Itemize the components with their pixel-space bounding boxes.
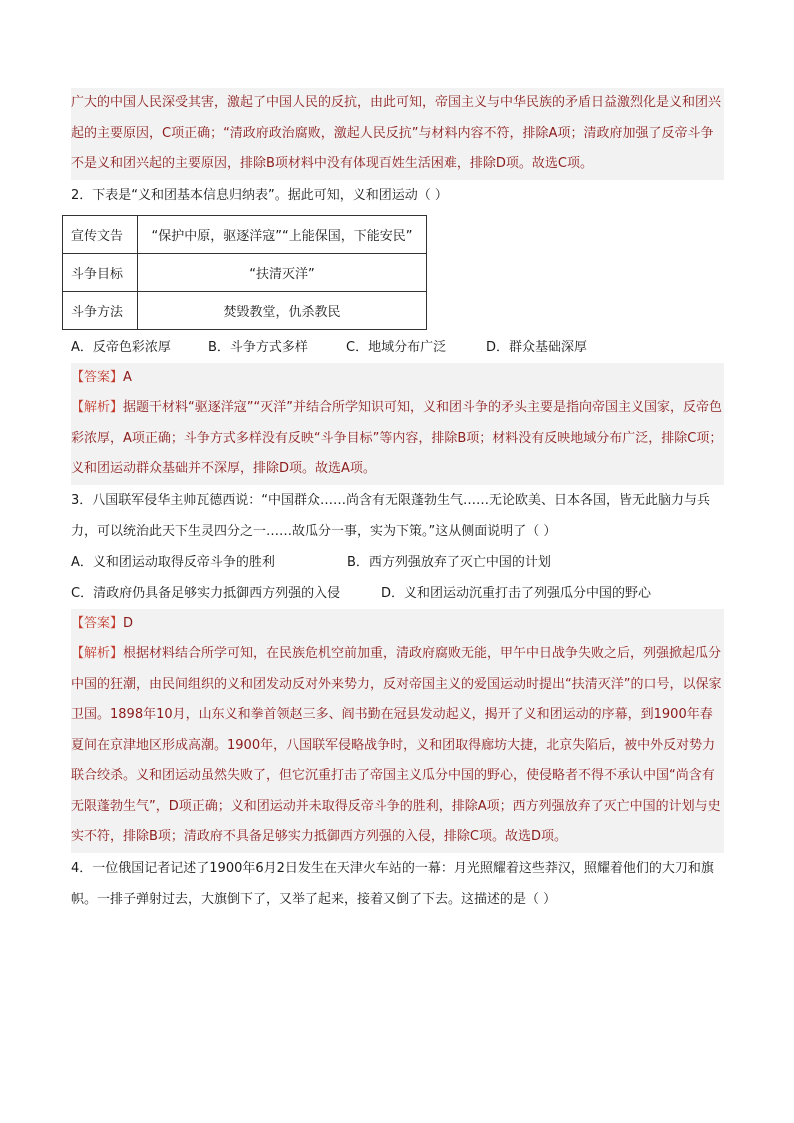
analysis-text: 据题干材料“驱逐洋寇”“灭洋”并结合所学知识可知，义和团斗争的矛头主要是指向帝国主义国家，反帝色彩浓厚，A项正确；斗争方式多样没有反映“斗争目标”等内容，排除B项；材料没有反映地域分布广泛，排除C项；义和团运动群众基础并不深厚，排除D项。故选A项。 xyxy=(71,400,723,476)
table-value: 焚毁教堂，仇杀教民 xyxy=(138,291,427,329)
q2-option-a: A．反帝色彩浓厚 xyxy=(71,339,171,355)
q2-option-b: B．斗争方式多样 xyxy=(208,339,308,355)
q3-analysis xyxy=(71,639,724,853)
table-value: “保护中原，驱逐洋寇”“上能保国，下能安民” xyxy=(138,215,427,253)
q2-option-c: C．地域分布广泛 xyxy=(346,339,447,355)
q3-option-a: A．义和团运动取得反帝斗争的胜利 xyxy=(71,554,275,570)
answer-value: D xyxy=(123,615,134,631)
table-row xyxy=(63,215,427,253)
q2-analysis xyxy=(71,393,724,485)
q1-explanation-tail: 广大的中国人民深受其害，激起了中国人民的反抗，由此可知，帝国主义与中华民族的矛盾日益激烈化是义和团兴起的主要原因，C项正确；“清政府政治腐败，激起人民反抗”与材料内容不符，排除A项；清政府加强了反帝斗争不是义和团兴起的主要原因，排除B项材料中没有体现百姓生活困难，排除D项。故选C项。 xyxy=(71,88,724,180)
q4-stem: 4．一位俄国记者记述了1900年6月2日发生在天津火车站的一幕：月光照耀着这些莽汉，照耀着他们的大刀和旗帜。一排子弹射过去，大旗倒下了，又举了起来，接着又倒了下去。这描述的是（ ） xyxy=(71,860,714,907)
q3-answer xyxy=(71,609,724,640)
table-value: “扶清灭洋” xyxy=(138,253,427,291)
table-row xyxy=(63,291,427,329)
answer-label: 【答案】 xyxy=(71,615,124,631)
q2-stem: 2．下表是“义和团基本信息归纳表”。据此可知，义和团运动（ ） xyxy=(71,187,448,203)
q2-answer xyxy=(71,363,724,394)
answer-label: 【答案】 xyxy=(71,369,124,385)
q2-option-d: D．群众基础深厚 xyxy=(486,339,588,355)
analysis-label: 【解析】 xyxy=(71,646,124,661)
analysis-text: 根据材料结合所学可知，在民族危机空前加重，清政府腐败无能，甲午中日战争失败之后，列强掀起瓜分中国的狂潮，由民间组织的义和团发动反对外来势力，反对帝国主义的爱国运动时提出“扶清灭洋”的口号，以保家卫国。1898年10月，山东义和拳首领赵三多、阎书勤在冠县发动起义，揭开了义和团运动的序幕，到1900年春夏间在京津地区形成高潮。1900年，八国联军侵略战争时，义和团取得廊坊大捷，北京失陷后，被中外反对势力联合绞杀。义和团运动虽然失败了，但它沉重打击了帝国主义瓜分中国的野心，使侵略者不得不承认中国“尚含有无限蓬勃生气”，D项正确；义和团运动并未取得反帝斗争的胜利，排除A项；西方列强放弃了灭亡中国的计划与史实不符，排除B项；清政府不具备足够实力抵御西方列强的入侵，排除C项。故选D项。 xyxy=(71,646,722,844)
table-key: 斗争方法 xyxy=(63,291,138,329)
q3-option-d: D．义和团运动沉重打击了列强瓜分中国的野心 xyxy=(381,585,652,601)
analysis-label: 【解析】 xyxy=(71,400,124,415)
answer-value: A xyxy=(123,369,132,385)
q3-option-b: B．西方列强放弃了灭亡中国的计划 xyxy=(347,554,551,570)
q3-answer-block xyxy=(71,609,724,853)
q3-option-c: C．清政府仍具备足够实力抵御西方列强的入侵 xyxy=(71,585,341,601)
table-key: 宣传文告 xyxy=(63,215,138,253)
table-row xyxy=(63,253,427,291)
document-page xyxy=(71,88,724,915)
q2-answer-block xyxy=(71,363,724,485)
q3-options-row-2 xyxy=(71,578,724,609)
q3-stem: 3．八国联军侵华主帅瓦德西说：“中国群众……尚含有无限蓬勃生气……无论欧美、日本各国，皆无此脑力与兵力，可以统治此天下生灵四分之一……故瓜分一事，实为下策。”这从侧面说明了（ ） xyxy=(71,492,711,539)
table-key: 斗争目标 xyxy=(63,253,138,291)
q2-info-table xyxy=(62,215,427,330)
q2-options xyxy=(71,332,724,363)
q3-options-row-1 xyxy=(71,547,724,578)
